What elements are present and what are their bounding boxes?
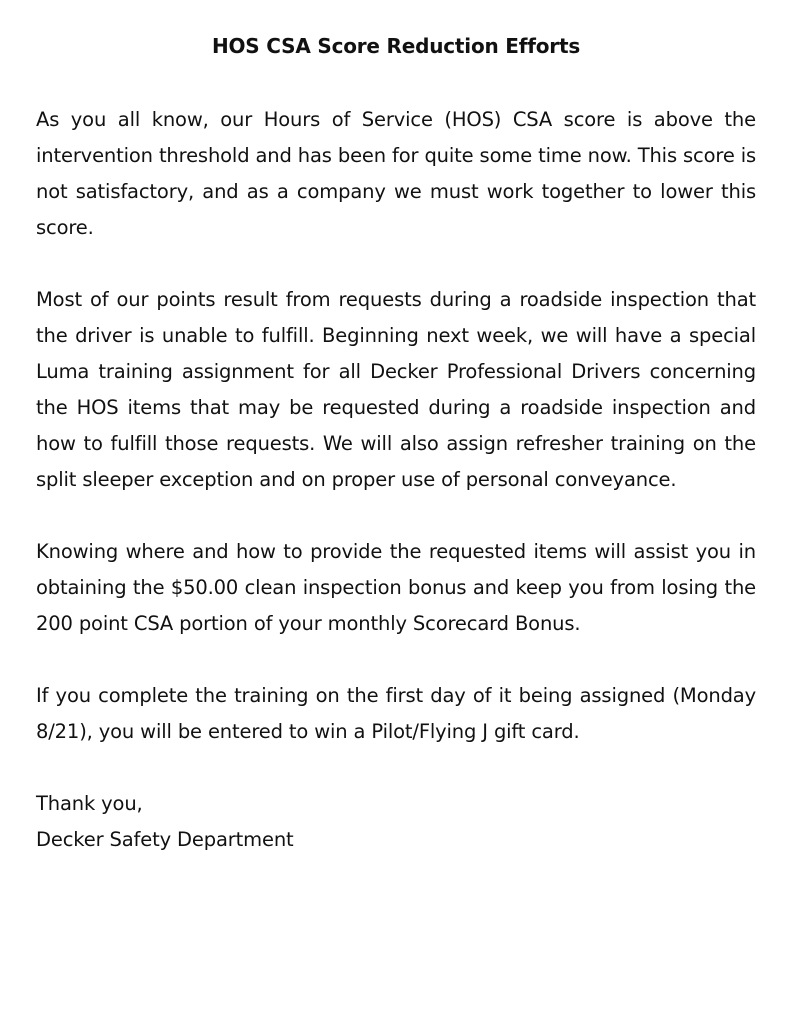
paragraph-intro: As you all know, our Hours of Service (HOS) CSA score is above the intervention threshold and has been for quite some time now. This score is not satisfactory, and as a company we must work together to lower this score.: [36, 108, 756, 239]
document-title: HOS CSA Score Reduction Efforts: [211, 34, 581, 58]
paragraph-bonus: Knowing where and how to provide the requested items will assist you in obtaining the $50.00 clean inspection bonus and keep you from losing the 200 point CSA portion of your monthly Scorecard Bonus.: [36, 540, 756, 635]
paragraph-incentive: If you complete the training on the first day of it being assigned (Monday 8/21), you will be entered to win a Pilot/Flying J gift card.: [36, 684, 756, 743]
signature-line: Decker Safety Department: [36, 828, 294, 851]
paragraph-training: Most of our points result from requests during a roadside inspection that the driver is unable to fulfill. Beginning next week, we will have a special Luma training assignment for all Decker Professional Drivers concerning the HOS items that may be requested during a roadside inspection and how to fulfill those requests. We will also assign refresher training on the split sleeper exception and on proper use of personal conveyance.: [36, 288, 756, 491]
closing-line: Thank you,: [36, 792, 143, 815]
memo-document: [36, 30, 756, 858]
closing-block: [36, 786, 756, 858]
